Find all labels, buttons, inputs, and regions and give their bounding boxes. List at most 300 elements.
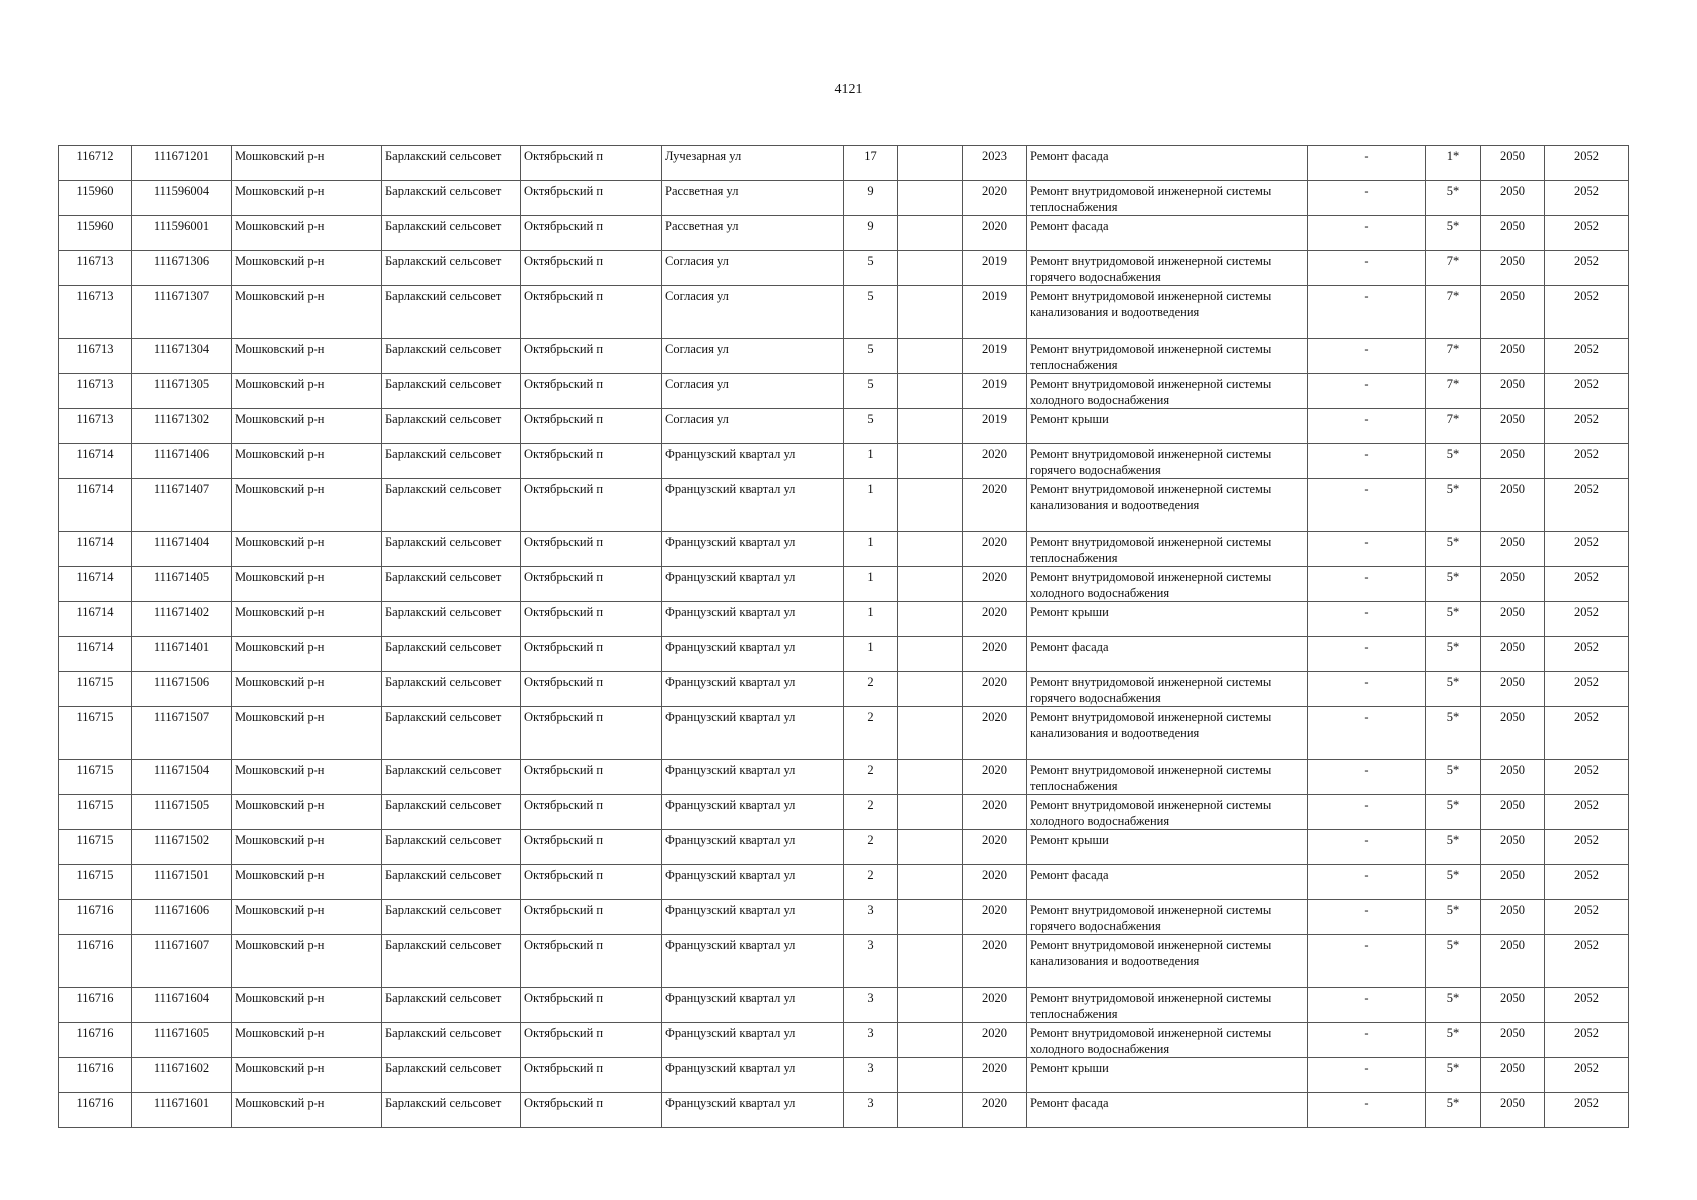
table-row bbox=[59, 532, 1629, 567]
priority-cell: 7* bbox=[1426, 286, 1481, 339]
council-cell: Барлакский сельсовет bbox=[382, 865, 521, 900]
end-year-cell: 2052 bbox=[1545, 900, 1629, 935]
table-body bbox=[59, 146, 1629, 1128]
house-number-cell: 1 bbox=[844, 479, 898, 532]
council-cell: Барлакский сельсовет bbox=[382, 602, 521, 637]
table-row bbox=[59, 146, 1629, 181]
dash-cell: - bbox=[1308, 1058, 1426, 1093]
id-cell: 116713 bbox=[59, 251, 132, 286]
extra-cell bbox=[898, 339, 963, 374]
extra-cell bbox=[898, 567, 963, 602]
year-cell: 2020 bbox=[963, 935, 1027, 988]
year-cell: 2023 bbox=[963, 146, 1027, 181]
year-cell: 2020 bbox=[963, 707, 1027, 760]
id-cell: 116713 bbox=[59, 286, 132, 339]
priority-cell: 5* bbox=[1426, 707, 1481, 760]
priority-cell: 5* bbox=[1426, 935, 1481, 988]
code-cell: 111671504 bbox=[132, 760, 232, 795]
work-type-cell: Ремонт фасада bbox=[1027, 1093, 1308, 1128]
settlement-cell: Октябрьский п bbox=[521, 409, 662, 444]
end-year-cell: 2052 bbox=[1545, 1058, 1629, 1093]
extra-cell bbox=[898, 795, 963, 830]
code-cell: 111671302 bbox=[132, 409, 232, 444]
table-row bbox=[59, 988, 1629, 1023]
start-year-cell: 2050 bbox=[1481, 637, 1545, 672]
start-year-cell: 2050 bbox=[1481, 707, 1545, 760]
id-cell: 116714 bbox=[59, 532, 132, 567]
district-cell: Мошковский р-н bbox=[232, 251, 382, 286]
id-cell: 116715 bbox=[59, 672, 132, 707]
code-cell: 111671506 bbox=[132, 672, 232, 707]
dash-cell: - bbox=[1308, 374, 1426, 409]
code-cell: 111671405 bbox=[132, 567, 232, 602]
table-row bbox=[59, 409, 1629, 444]
settlement-cell: Октябрьский п bbox=[521, 760, 662, 795]
priority-cell: 5* bbox=[1426, 479, 1481, 532]
start-year-cell: 2050 bbox=[1481, 181, 1545, 216]
district-cell: Мошковский р-н bbox=[232, 672, 382, 707]
extra-cell bbox=[898, 146, 963, 181]
settlement-cell: Октябрьский п bbox=[521, 444, 662, 479]
start-year-cell: 2050 bbox=[1481, 532, 1545, 567]
work-type-cell: Ремонт внутридомовой инженерной системы теплоснабжения bbox=[1027, 988, 1308, 1023]
council-cell: Барлакский сельсовет bbox=[382, 286, 521, 339]
year-cell: 2020 bbox=[963, 1093, 1027, 1128]
table-row bbox=[59, 900, 1629, 935]
settlement-cell: Октябрьский п bbox=[521, 602, 662, 637]
settlement-cell: Октябрьский п bbox=[521, 1093, 662, 1128]
year-cell: 2019 bbox=[963, 286, 1027, 339]
code-cell: 111671605 bbox=[132, 1023, 232, 1058]
settlement-cell: Октябрьский п bbox=[521, 637, 662, 672]
priority-cell: 5* bbox=[1426, 637, 1481, 672]
year-cell: 2020 bbox=[963, 637, 1027, 672]
dash-cell: - bbox=[1308, 672, 1426, 707]
house-number-cell: 5 bbox=[844, 251, 898, 286]
house-number-cell: 2 bbox=[844, 760, 898, 795]
priority-cell: 5* bbox=[1426, 567, 1481, 602]
extra-cell bbox=[898, 637, 963, 672]
code-cell: 111671401 bbox=[132, 637, 232, 672]
house-number-cell: 5 bbox=[844, 339, 898, 374]
house-number-cell: 3 bbox=[844, 1093, 898, 1128]
dash-cell: - bbox=[1308, 637, 1426, 672]
end-year-cell: 2052 bbox=[1545, 339, 1629, 374]
code-cell: 111671606 bbox=[132, 900, 232, 935]
year-cell: 2020 bbox=[963, 1023, 1027, 1058]
code-cell: 111671404 bbox=[132, 532, 232, 567]
work-type-cell: Ремонт крыши bbox=[1027, 602, 1308, 637]
work-type-cell: Ремонт фасада bbox=[1027, 146, 1308, 181]
work-type-cell: Ремонт фасада bbox=[1027, 637, 1308, 672]
id-cell: 116715 bbox=[59, 865, 132, 900]
id-cell: 116714 bbox=[59, 479, 132, 532]
street-cell: Согласия ул bbox=[662, 251, 844, 286]
table-row bbox=[59, 672, 1629, 707]
year-cell: 2020 bbox=[963, 760, 1027, 795]
code-cell: 111671406 bbox=[132, 444, 232, 479]
priority-cell: 5* bbox=[1426, 760, 1481, 795]
house-number-cell: 3 bbox=[844, 988, 898, 1023]
start-year-cell: 2050 bbox=[1481, 1058, 1545, 1093]
street-cell: Французский квартал ул bbox=[662, 672, 844, 707]
street-cell: Французский квартал ул bbox=[662, 1093, 844, 1128]
dash-cell: - bbox=[1308, 409, 1426, 444]
end-year-cell: 2052 bbox=[1545, 374, 1629, 409]
extra-cell bbox=[898, 251, 963, 286]
start-year-cell: 2050 bbox=[1481, 444, 1545, 479]
council-cell: Барлакский сельсовет bbox=[382, 1023, 521, 1058]
dash-cell: - bbox=[1308, 830, 1426, 865]
start-year-cell: 2050 bbox=[1481, 216, 1545, 251]
settlement-cell: Октябрьский п bbox=[521, 795, 662, 830]
extra-cell bbox=[898, 532, 963, 567]
extra-cell bbox=[898, 444, 963, 479]
work-type-cell: Ремонт внутридомовой инженерной системы теплоснабжения bbox=[1027, 760, 1308, 795]
district-cell: Мошковский р-н bbox=[232, 532, 382, 567]
work-type-cell: Ремонт внутридомовой инженерной системы горячего водоснабжения bbox=[1027, 251, 1308, 286]
code-cell: 111671602 bbox=[132, 1058, 232, 1093]
house-number-cell: 1 bbox=[844, 602, 898, 637]
id-cell: 116715 bbox=[59, 707, 132, 760]
table-row bbox=[59, 444, 1629, 479]
table-row bbox=[59, 935, 1629, 988]
street-cell: Французский квартал ул bbox=[662, 795, 844, 830]
table-row bbox=[59, 286, 1629, 339]
district-cell: Мошковский р-н bbox=[232, 339, 382, 374]
council-cell: Барлакский сельсовет bbox=[382, 900, 521, 935]
end-year-cell: 2052 bbox=[1545, 865, 1629, 900]
table-row bbox=[59, 1023, 1629, 1058]
code-cell: 111671501 bbox=[132, 865, 232, 900]
house-number-cell: 9 bbox=[844, 216, 898, 251]
council-cell: Барлакский сельсовет bbox=[382, 935, 521, 988]
street-cell: Французский квартал ул bbox=[662, 865, 844, 900]
dash-cell: - bbox=[1308, 567, 1426, 602]
end-year-cell: 2052 bbox=[1545, 286, 1629, 339]
priority-cell: 5* bbox=[1426, 795, 1481, 830]
extra-cell bbox=[898, 286, 963, 339]
start-year-cell: 2050 bbox=[1481, 935, 1545, 988]
council-cell: Барлакский сельсовет bbox=[382, 1058, 521, 1093]
start-year-cell: 2050 bbox=[1481, 339, 1545, 374]
council-cell: Барлакский сельсовет bbox=[382, 795, 521, 830]
council-cell: Барлакский сельсовет bbox=[382, 374, 521, 409]
district-cell: Мошковский р-н bbox=[232, 146, 382, 181]
house-number-cell: 2 bbox=[844, 707, 898, 760]
street-cell: Французский квартал ул bbox=[662, 935, 844, 988]
work-type-cell: Ремонт крыши bbox=[1027, 830, 1308, 865]
table-row bbox=[59, 637, 1629, 672]
year-cell: 2019 bbox=[963, 374, 1027, 409]
council-cell: Барлакский сельсовет bbox=[382, 567, 521, 602]
end-year-cell: 2052 bbox=[1545, 251, 1629, 286]
council-cell: Барлакский сельсовет bbox=[382, 707, 521, 760]
end-year-cell: 2052 bbox=[1545, 479, 1629, 532]
year-cell: 2020 bbox=[963, 444, 1027, 479]
priority-cell: 5* bbox=[1426, 865, 1481, 900]
start-year-cell: 2050 bbox=[1481, 479, 1545, 532]
table-row bbox=[59, 339, 1629, 374]
registry-table bbox=[58, 145, 1629, 1128]
end-year-cell: 2052 bbox=[1545, 935, 1629, 988]
council-cell: Барлакский сельсовет bbox=[382, 339, 521, 374]
priority-cell: 5* bbox=[1426, 830, 1481, 865]
street-cell: Французский квартал ул bbox=[662, 479, 844, 532]
district-cell: Мошковский р-н bbox=[232, 602, 382, 637]
start-year-cell: 2050 bbox=[1481, 1023, 1545, 1058]
table-row bbox=[59, 1058, 1629, 1093]
code-cell: 111671306 bbox=[132, 251, 232, 286]
street-cell: Французский квартал ул bbox=[662, 567, 844, 602]
district-cell: Мошковский р-н bbox=[232, 216, 382, 251]
id-cell: 116713 bbox=[59, 374, 132, 409]
extra-cell bbox=[898, 988, 963, 1023]
dash-cell: - bbox=[1308, 444, 1426, 479]
code-cell: 111671507 bbox=[132, 707, 232, 760]
extra-cell bbox=[898, 900, 963, 935]
house-number-cell: 2 bbox=[844, 830, 898, 865]
id-cell: 116714 bbox=[59, 637, 132, 672]
street-cell: Согласия ул bbox=[662, 374, 844, 409]
year-cell: 2020 bbox=[963, 900, 1027, 935]
district-cell: Мошковский р-н bbox=[232, 1023, 382, 1058]
start-year-cell: 2050 bbox=[1481, 672, 1545, 707]
work-type-cell: Ремонт внутридомовой инженерной системы канализования и водоотведения bbox=[1027, 707, 1308, 760]
id-cell: 115960 bbox=[59, 181, 132, 216]
house-number-cell: 2 bbox=[844, 865, 898, 900]
settlement-cell: Октябрьский п bbox=[521, 865, 662, 900]
priority-cell: 1* bbox=[1426, 146, 1481, 181]
council-cell: Барлакский сельсовет bbox=[382, 672, 521, 707]
extra-cell bbox=[898, 409, 963, 444]
work-type-cell: Ремонт внутридомовой инженерной системы горячего водоснабжения bbox=[1027, 672, 1308, 707]
year-cell: 2020 bbox=[963, 672, 1027, 707]
settlement-cell: Октябрьский п bbox=[521, 479, 662, 532]
work-type-cell: Ремонт фасада bbox=[1027, 216, 1308, 251]
code-cell: 111671505 bbox=[132, 795, 232, 830]
extra-cell bbox=[898, 1093, 963, 1128]
priority-cell: 5* bbox=[1426, 181, 1481, 216]
work-type-cell: Ремонт внутридомовой инженерной системы канализования и водоотведения bbox=[1027, 286, 1308, 339]
end-year-cell: 2052 bbox=[1545, 830, 1629, 865]
district-cell: Мошковский р-н bbox=[232, 637, 382, 672]
work-type-cell: Ремонт внутридомовой инженерной системы горячего водоснабжения bbox=[1027, 900, 1308, 935]
settlement-cell: Октябрьский п bbox=[521, 286, 662, 339]
extra-cell bbox=[898, 865, 963, 900]
extra-cell bbox=[898, 935, 963, 988]
work-type-cell: Ремонт внутридомовой инженерной системы теплоснабжения bbox=[1027, 532, 1308, 567]
year-cell: 2020 bbox=[963, 181, 1027, 216]
id-cell: 116715 bbox=[59, 795, 132, 830]
table-row bbox=[59, 760, 1629, 795]
work-type-cell: Ремонт внутридомовой инженерной системы теплоснабжения bbox=[1027, 181, 1308, 216]
house-number-cell: 1 bbox=[844, 532, 898, 567]
priority-cell: 5* bbox=[1426, 602, 1481, 637]
house-number-cell: 3 bbox=[844, 1023, 898, 1058]
extra-cell bbox=[898, 374, 963, 409]
code-cell: 111671601 bbox=[132, 1093, 232, 1128]
district-cell: Мошковский р-н bbox=[232, 567, 382, 602]
table-row bbox=[59, 602, 1629, 637]
end-year-cell: 2052 bbox=[1545, 637, 1629, 672]
id-cell: 116712 bbox=[59, 146, 132, 181]
settlement-cell: Октябрьский п bbox=[521, 181, 662, 216]
council-cell: Барлакский сельсовет bbox=[382, 181, 521, 216]
settlement-cell: Октябрьский п bbox=[521, 935, 662, 988]
table-row bbox=[59, 567, 1629, 602]
work-type-cell: Ремонт внутридомовой инженерной системы теплоснабжения bbox=[1027, 339, 1308, 374]
end-year-cell: 2052 bbox=[1545, 532, 1629, 567]
extra-cell bbox=[898, 602, 963, 637]
house-number-cell: 2 bbox=[844, 795, 898, 830]
council-cell: Барлакский сельсовет bbox=[382, 479, 521, 532]
dash-cell: - bbox=[1308, 760, 1426, 795]
start-year-cell: 2050 bbox=[1481, 251, 1545, 286]
table-row bbox=[59, 181, 1629, 216]
code-cell: 111671402 bbox=[132, 602, 232, 637]
id-cell: 116716 bbox=[59, 988, 132, 1023]
council-cell: Барлакский сельсовет bbox=[382, 146, 521, 181]
table-row bbox=[59, 795, 1629, 830]
code-cell: 111671407 bbox=[132, 479, 232, 532]
id-cell: 116716 bbox=[59, 935, 132, 988]
end-year-cell: 2052 bbox=[1545, 409, 1629, 444]
dash-cell: - bbox=[1308, 181, 1426, 216]
id-cell: 116716 bbox=[59, 1023, 132, 1058]
settlement-cell: Октябрьский п bbox=[521, 672, 662, 707]
settlement-cell: Октябрьский п bbox=[521, 707, 662, 760]
start-year-cell: 2050 bbox=[1481, 567, 1545, 602]
dash-cell: - bbox=[1308, 707, 1426, 760]
priority-cell: 5* bbox=[1426, 444, 1481, 479]
page-number: 4121 bbox=[834, 82, 863, 97]
start-year-cell: 2050 bbox=[1481, 286, 1545, 339]
work-type-cell: Ремонт внутридомовой инженерной системы холодного водоснабжения bbox=[1027, 1023, 1308, 1058]
id-cell: 116714 bbox=[59, 602, 132, 637]
start-year-cell: 2050 bbox=[1481, 865, 1545, 900]
dash-cell: - bbox=[1308, 216, 1426, 251]
settlement-cell: Октябрьский п bbox=[521, 1023, 662, 1058]
code-cell: 111671307 bbox=[132, 286, 232, 339]
year-cell: 2020 bbox=[963, 988, 1027, 1023]
end-year-cell: 2052 bbox=[1545, 444, 1629, 479]
extra-cell bbox=[898, 181, 963, 216]
council-cell: Барлакский сельсовет bbox=[382, 988, 521, 1023]
id-cell: 116715 bbox=[59, 760, 132, 795]
id-cell: 116714 bbox=[59, 444, 132, 479]
council-cell: Барлакский сельсовет bbox=[382, 637, 521, 672]
dash-cell: - bbox=[1308, 1093, 1426, 1128]
extra-cell bbox=[898, 672, 963, 707]
id-cell: 116714 bbox=[59, 567, 132, 602]
extra-cell bbox=[898, 760, 963, 795]
extra-cell bbox=[898, 1058, 963, 1093]
table-row bbox=[59, 1093, 1629, 1128]
settlement-cell: Октябрьский п bbox=[521, 1058, 662, 1093]
street-cell: Французский квартал ул bbox=[662, 637, 844, 672]
district-cell: Мошковский р-н bbox=[232, 479, 382, 532]
dash-cell: - bbox=[1308, 795, 1426, 830]
settlement-cell: Октябрьский п bbox=[521, 216, 662, 251]
year-cell: 2020 bbox=[963, 479, 1027, 532]
end-year-cell: 2052 bbox=[1545, 795, 1629, 830]
id-cell: 116716 bbox=[59, 1093, 132, 1128]
council-cell: Барлакский сельсовет bbox=[382, 1093, 521, 1128]
council-cell: Барлакский сельсовет bbox=[382, 444, 521, 479]
work-type-cell: Ремонт внутридомовой инженерной системы холодного водоснабжения bbox=[1027, 374, 1308, 409]
street-cell: Французский квартал ул bbox=[662, 760, 844, 795]
start-year-cell: 2050 bbox=[1481, 374, 1545, 409]
extra-cell bbox=[898, 707, 963, 760]
street-cell: Французский квартал ул bbox=[662, 707, 844, 760]
house-number-cell: 1 bbox=[844, 567, 898, 602]
work-type-cell: Ремонт внутридомовой инженерной системы горячего водоснабжения bbox=[1027, 444, 1308, 479]
table-row bbox=[59, 374, 1629, 409]
district-cell: Мошковский р-н bbox=[232, 1058, 382, 1093]
council-cell: Барлакский сельсовет bbox=[382, 216, 521, 251]
start-year-cell: 2050 bbox=[1481, 409, 1545, 444]
priority-cell: 7* bbox=[1426, 251, 1481, 286]
start-year-cell: 2050 bbox=[1481, 602, 1545, 637]
settlement-cell: Октябрьский п bbox=[521, 339, 662, 374]
id-cell: 116713 bbox=[59, 409, 132, 444]
table-row bbox=[59, 216, 1629, 251]
street-cell: Французский квартал ул bbox=[662, 444, 844, 479]
house-number-cell: 9 bbox=[844, 181, 898, 216]
street-cell: Согласия ул bbox=[662, 409, 844, 444]
end-year-cell: 2052 bbox=[1545, 760, 1629, 795]
year-cell: 2019 bbox=[963, 339, 1027, 374]
start-year-cell: 2050 bbox=[1481, 830, 1545, 865]
start-year-cell: 2050 bbox=[1481, 900, 1545, 935]
code-cell: 111671604 bbox=[132, 988, 232, 1023]
district-cell: Мошковский р-н bbox=[232, 707, 382, 760]
end-year-cell: 2052 bbox=[1545, 567, 1629, 602]
priority-cell: 5* bbox=[1426, 1058, 1481, 1093]
council-cell: Барлакский сельсовет bbox=[382, 760, 521, 795]
house-number-cell: 3 bbox=[844, 900, 898, 935]
house-number-cell: 1 bbox=[844, 444, 898, 479]
dash-cell: - bbox=[1308, 900, 1426, 935]
code-cell: 111671304 bbox=[132, 339, 232, 374]
district-cell: Мошковский р-н bbox=[232, 900, 382, 935]
end-year-cell: 2052 bbox=[1545, 602, 1629, 637]
settlement-cell: Октябрьский п bbox=[521, 251, 662, 286]
extra-cell bbox=[898, 830, 963, 865]
dash-cell: - bbox=[1308, 1023, 1426, 1058]
work-type-cell: Ремонт внутридомовой инженерной системы холодного водоснабжения bbox=[1027, 567, 1308, 602]
priority-cell: 5* bbox=[1426, 900, 1481, 935]
work-type-cell: Ремонт внутридомовой инженерной системы холодного водоснабжения bbox=[1027, 795, 1308, 830]
work-type-cell: Ремонт крыши bbox=[1027, 409, 1308, 444]
house-number-cell: 5 bbox=[844, 409, 898, 444]
house-number-cell: 2 bbox=[844, 672, 898, 707]
district-cell: Мошковский р-н bbox=[232, 830, 382, 865]
house-number-cell: 17 bbox=[844, 146, 898, 181]
district-cell: Мошковский р-н bbox=[232, 409, 382, 444]
id-cell: 116716 bbox=[59, 900, 132, 935]
house-number-cell: 5 bbox=[844, 374, 898, 409]
extra-cell bbox=[898, 479, 963, 532]
district-cell: Мошковский р-н bbox=[232, 760, 382, 795]
extra-cell bbox=[898, 1023, 963, 1058]
year-cell: 2020 bbox=[963, 795, 1027, 830]
table-row bbox=[59, 479, 1629, 532]
start-year-cell: 2050 bbox=[1481, 760, 1545, 795]
street-cell: Французский квартал ул bbox=[662, 1058, 844, 1093]
district-cell: Мошковский р-н bbox=[232, 795, 382, 830]
